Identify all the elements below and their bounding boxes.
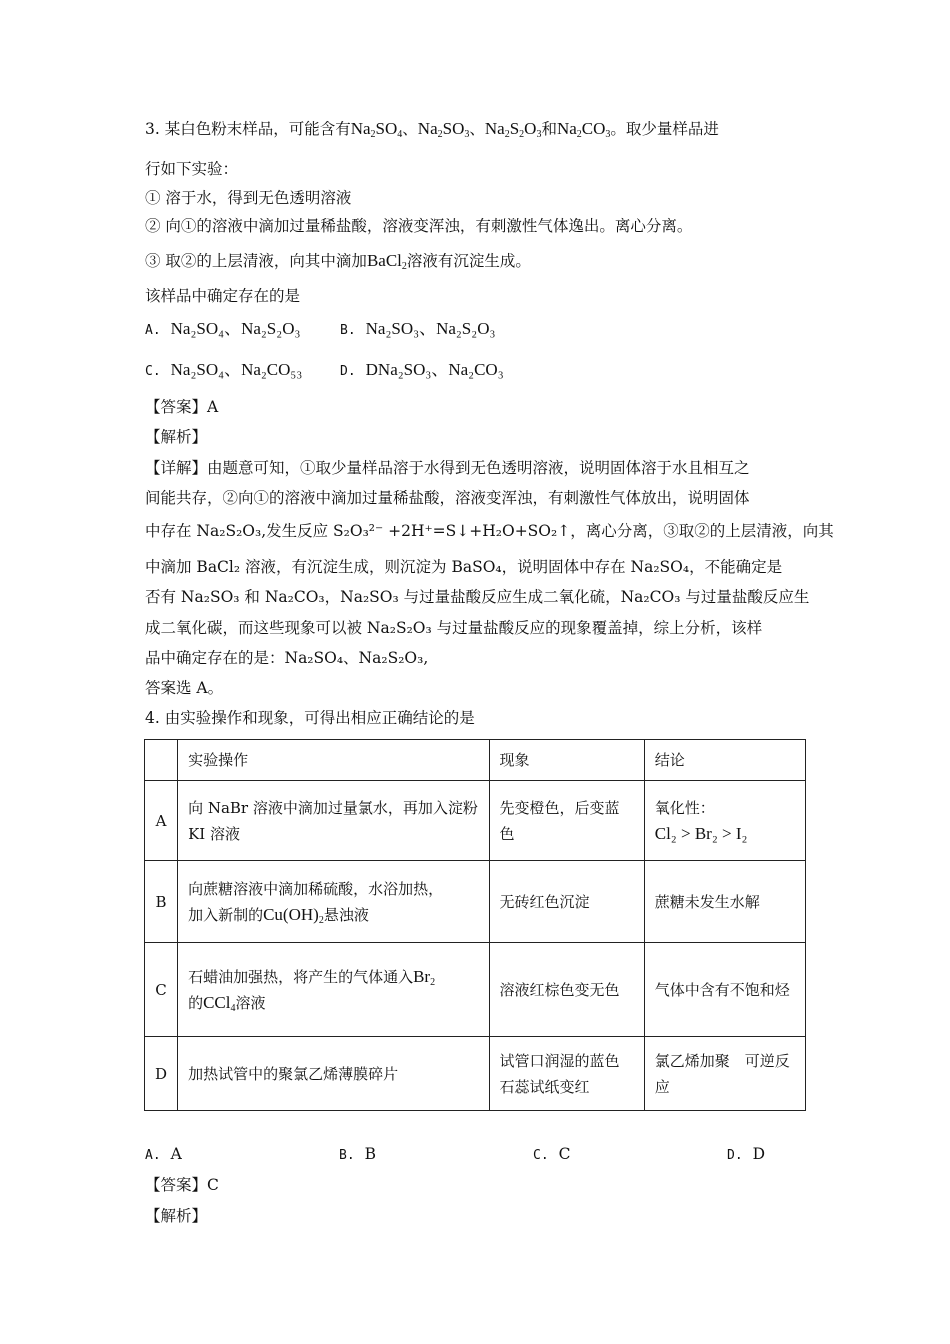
header-cell — [145, 740, 178, 781]
operation-text: 的 — [188, 993, 204, 1012]
q3-analysis-label: 【解析】 — [145, 428, 208, 446]
table-row — [145, 861, 806, 943]
q3-option-a — [145, 318, 300, 342]
q3-step3-prefix: ③ 取②的上层清液，向其中滴加 — [145, 252, 367, 270]
operation-line — [188, 964, 478, 990]
phenomenon-cell: 先变橙色，后变蓝色 — [489, 781, 644, 861]
q3-formula-na2so4: $Na_2SO_4$ — [350, 119, 403, 140]
operation-line — [188, 990, 478, 1016]
conclusion-cell: 氯乙烯加聚 可逆反应 — [644, 1037, 805, 1111]
formula-br2: $Br_2$ — [413, 966, 436, 988]
q3-option-c-key: C. — [145, 364, 161, 379]
q4-option-b-text: B — [364, 1145, 377, 1163]
row-label: D — [145, 1037, 178, 1111]
q3-option-c — [145, 359, 302, 383]
operation-text: 加入新制的 — [188, 905, 264, 924]
table-header-row — [145, 740, 806, 781]
q3-step2: ② 向①的溶液中滴加过量稀盐酸，溶液变浑浊，有刺激性气体逸出。离心分离。 — [145, 217, 693, 235]
header-cell: 实验操作 — [178, 740, 489, 781]
q3-detail-line: 中存在 Na₂S₂O₃,发生反应 S₂O₃²⁻ +2H⁺=S↓+H₂O+SO₂↑，离心分离，③取②的上层清液，向其 — [145, 522, 834, 540]
q3-formula-na2co3: $Na_2CO_3$ — [556, 119, 611, 140]
q3-formula-na2so3: $Na_2SO_3$ — [417, 119, 470, 140]
q4-option-b — [339, 1143, 376, 1167]
operation-line: 向蔗糖溶液中滴加稀硫酸，水浴加热， — [188, 879, 444, 898]
table-row — [145, 781, 806, 861]
operation-text: 溶液 — [235, 993, 266, 1012]
q4-option-c-key: C. — [533, 1148, 549, 1163]
phenomenon-cell: 试管口润湿的蓝色石蕊试纸变红 — [489, 1037, 644, 1111]
header-cell: 现象 — [489, 740, 644, 781]
operation-cell — [178, 861, 489, 943]
table-row — [145, 943, 806, 1037]
q4-option-d-key: D. — [727, 1148, 743, 1163]
conclusion-cell: 蔗糖未发生水解 — [644, 861, 805, 943]
q3-option-b-key: B. — [340, 323, 356, 338]
conclusion-title: 氧化性： — [654, 798, 715, 817]
q4-option-a — [145, 1143, 182, 1167]
q3-option-a-text: Na₂SO₄、Na₂S₂O₃ — [170, 319, 301, 338]
q4-option-c — [533, 1143, 571, 1167]
row-label: A — [145, 781, 178, 861]
q3-stem-line2: 行如下实验： — [145, 160, 239, 178]
phenomenon-cell: 溶液红棕色变无色 — [489, 943, 644, 1037]
operation-cell — [178, 943, 489, 1037]
q3-formula-bacl2: BaCl$_2$ — [366, 251, 407, 272]
q3-option-d-key: D. — [340, 364, 356, 379]
q3-option-d — [340, 359, 504, 383]
q4-analysis-label: 【解析】 — [145, 1207, 208, 1225]
q3-option-d-text: DNa₂SO₃、Na₂CO₃ — [365, 360, 504, 379]
conclusion-cell — [644, 781, 805, 861]
operation-line — [188, 902, 478, 928]
phenomenon-cell: 无砖红色沉淀 — [489, 861, 644, 943]
q3-option-b-text: Na₂SO₃、Na₂S₂O₃ — [365, 319, 496, 338]
q3-option-a-key: A. — [145, 323, 161, 338]
q3-detail-line: 间能共存，②向①的溶液中滴加过量稀盐酸，溶液变浑浊，有刺激性气体放出，说明固体 — [145, 489, 750, 507]
q4-answer: 【答案】C — [145, 1176, 219, 1194]
q3-stem-suffix: 。取少量样品进 — [610, 120, 719, 138]
q4-option-a-text: A — [170, 1145, 182, 1163]
q3-stem-line1: 3. 某白色粉末样品，可能含有$Na_2SO_4$、$Na_2SO_3$、$Na_2S_2O_3$和$Na_2CO_3$。取少量样品进 — [145, 119, 719, 140]
formula-ccl4: CCl$_4$ — [203, 992, 236, 1014]
q3-stem-prefix: 3. 某白色粉末样品，可能含有 — [145, 120, 351, 138]
q3-detail-line: 品中确定存在的是：Na₂SO₄、Na₂S₂O₃, — [145, 649, 429, 667]
q3-detail-line: 答案选 A。 — [145, 679, 224, 697]
q3-question: 该样品中确定存在的是 — [145, 287, 301, 305]
q4-stem: 4. 由实验操作和现象，可得出相应正确结论的是 — [145, 709, 475, 727]
q3-detail-line: 否有 Na₂SO₃ 和 Na₂CO₃，Na₂SO₃ 与过量盐酸反应生成二氧化硫，Na₂CO₃ 与过量盐酸反应生 — [145, 588, 810, 606]
q4-option-d — [727, 1143, 765, 1167]
row-label: C — [145, 943, 178, 1037]
q3-answer: 【答案】A — [145, 398, 219, 416]
q3-option-b — [340, 318, 495, 342]
header-cell: 结论 — [644, 740, 805, 781]
q3-step3 — [145, 250, 531, 272]
q4-option-b-key: B. — [339, 1148, 355, 1163]
formula-cuoh2: $Cu(OH)_2$ — [263, 904, 324, 926]
row-label: B — [145, 861, 178, 943]
q3-option-c-text: Na₂SO₄、Na₂CO₅₃ — [170, 360, 303, 379]
q3-detail-line: 成二氧化碳，而这些现象可以被 Na₂S₂O₃ 与过量盐酸反应的现象覆盖掉，综上分析，该样 — [145, 619, 763, 637]
q3-step1: ① 溶于水，得到无色透明溶液 — [145, 189, 352, 207]
q3-detail-line: 【详解】由题意可知，①取少量样品溶于水得到无色透明溶液，说明固体溶于水且相互之 — [145, 459, 750, 477]
q4-option-c-text: C — [558, 1145, 571, 1163]
q3-step3-suffix: 溶液有沉淀生成。 — [406, 252, 531, 270]
q4-option-a-key: A. — [145, 1148, 161, 1163]
table-row — [145, 1037, 806, 1111]
operation-cell: 向 NaBr 溶液中滴加过量氯水，再加入淀粉 KI 溶液 — [178, 781, 489, 861]
q4-experiment-table — [144, 739, 806, 1111]
operation-cell: 加热试管中的聚氯乙烯薄膜碎片 — [178, 1037, 489, 1111]
conclusion-cell: 气体中含有不饱和烃 — [644, 943, 805, 1037]
operation-text: 悬浊液 — [323, 905, 369, 924]
q3-formula-na2s2o3: $Na_2S_2O_3$ — [484, 119, 542, 140]
operation-text: 石蜡油加强热，将产生的气体通入 — [188, 967, 414, 986]
conclusion-formula: Cl₂ > Br₂ > I₂ — [654, 823, 748, 843]
q3-detail-line: 中滴加 BaCl₂ 溶液，有沉淀生成，则沉淀为 BaSO₄，说明固体中存在 Na₂SO₄，不能确定是 — [145, 558, 783, 576]
q4-option-d-text: D — [752, 1145, 766, 1163]
